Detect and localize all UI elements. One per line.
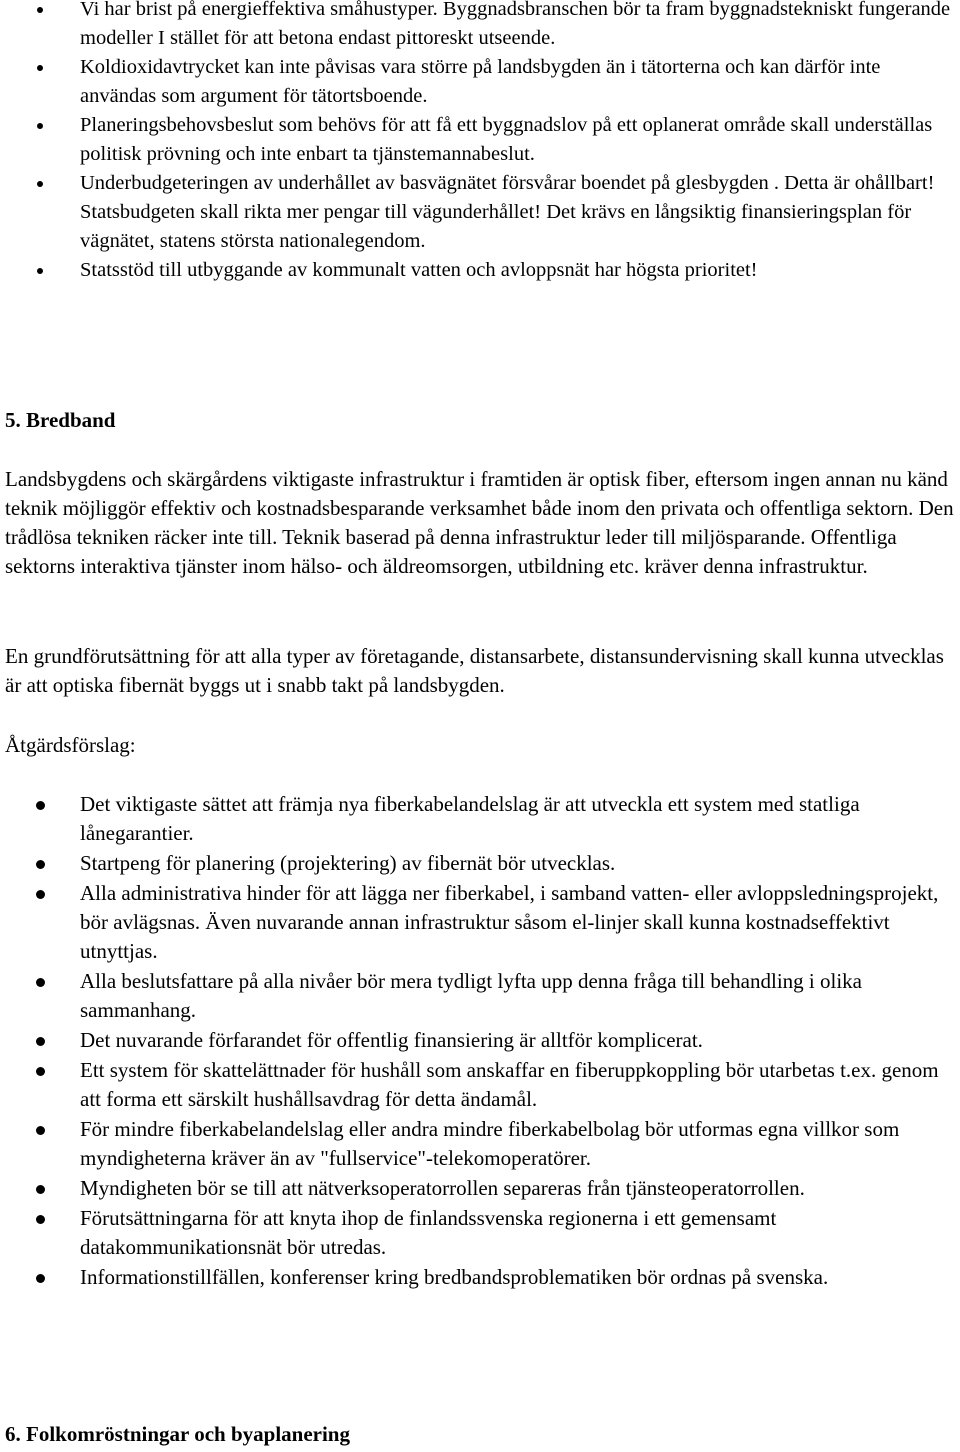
list-item (0, 1115, 960, 1173)
list-item-text: Underbudgeteringen av underhållet av basvägnätet försvårar boendet på glesbygden . Detta är ohållbart! Statsbudgeten skall rikta mer pengar till vägunderhållet! Det krävs en långsiktig finansieringsplan för vägnätet, statens största nationalegendom. (80, 172, 935, 252)
list-item-text: Vi har brist på energieffektiva småhustyper. Byggnadsbranschen bör ta fram byggnadstekniskt fungerande modeller I stället för att betona endast pittoreskt utseende. (80, 0, 951, 49)
bullet-icon (36, 890, 45, 899)
action-bullet-list (0, 790, 960, 1293)
list-item-text: För mindre fiberkabelandelslag eller andra mindre fiberkabelbolag bör utformas egna villkor som myndigheterna kräver än av "fullservice"-telekomoperatörer. (80, 1117, 900, 1170)
list-item-text: Startpeng för planering (projektering) av fibernät bör utvecklas. (80, 851, 616, 875)
bullet-icon (36, 1067, 45, 1076)
list-item-text: Alla beslutsfattare på alla nivåer bör mera tydligt lyfta upp denna fråga till behandling i olika sammanhang. (80, 969, 862, 1022)
bullet-icon (36, 801, 45, 810)
list-item-text: Ett system för skattelättnader för hushåll som anskaffar en fiberuppkoppling bör utarbetas t.ex. genom att forma ett särskilt hushållsavdrag för detta ändamål. (80, 1058, 939, 1111)
bullet-icon (36, 1274, 45, 1283)
list-item-text: Koldioxidavtrycket kan inte påvisas vara större på landsbygden än i tätorterna och kan därför inte användas som argument för tätortsboende. (80, 56, 881, 107)
bullet-icon (36, 1185, 45, 1194)
list-item-text: Planeringsbehovsbeslut som behövs för att få ett byggnadslov på ett oplanerat område skall underställas politisk prövning och inte enbart ta tjänstemannabeslut. (80, 114, 933, 165)
list-item (0, 1204, 960, 1262)
bullet-icon (37, 65, 43, 71)
bullet-icon (36, 860, 45, 869)
list-item (0, 1263, 960, 1292)
bullet-icon (36, 1126, 45, 1135)
list-item (0, 790, 960, 848)
list-item-text: Alla administrativa hinder för att lägga ner fiberkabel, i samband vatten- eller avloppsledningsprojekt, bör avlägsnas. Även nuvarande annan infrastruktur såsom el-linjer skall kunna kostnadseffektivt utnyttjas. (80, 881, 939, 963)
section-heading: 6. Folkomröstningar och byaplanering (5, 1422, 350, 1446)
list-item-text: Det viktigaste sättet att främja nya fiberkabelandelslag är att utveckla ett system med statliga lånegarantier. (80, 792, 860, 845)
list-item (0, 169, 960, 256)
bullet-icon (37, 181, 43, 187)
paragraph: Landsbygdens och skärgårdens viktigaste infrastruktur i framtiden är optisk fiber, eftersom ingen annan nu känd teknik möjliggör effektiv och kostnadsbesparande verksamhet både inom den privata och offentliga sektorn. Den trådlösa tekniken räcker inte till. Teknik baserad på denna infrastruktur leder till miljösparande. Offentliga sektorns interaktiva tjänster inom hälso- och äldreomsorgen, utbildning etc. kräver denna infrastruktur. (5, 467, 954, 578)
actions-label: Åtgärdsförslag: (5, 733, 136, 757)
list-item (0, 849, 960, 878)
paragraph: En grundförutsättning för att alla typer av företagande, distansarbete, distansundervisning skall kunna utvecklas är att optiska fibernät byggs ut i snabb takt på landsbygden. (5, 644, 944, 697)
list-item-text: Förutsättningarna för att knyta ihop de finlandssvenska regionerna i ett gemensamt datakommunikationsnät bör utredas. (80, 1206, 777, 1259)
bullet-icon (36, 978, 45, 987)
bullet-icon (37, 7, 43, 13)
bullet-icon (36, 1215, 45, 1224)
list-item-text: Informationstillfällen, konferenser kring bredbandsproblematiken bör ordnas på svenska. (80, 1265, 829, 1289)
list-item (0, 1174, 960, 1203)
top-bullet-list (0, 0, 960, 285)
bullet-icon (36, 1037, 45, 1046)
list-item-text: Myndigheten bör se till att nätverksoperatorrollen separeras från tjänsteoperatorrollen. (80, 1176, 805, 1200)
list-item-text: Det nuvarande förfarandet för offentlig finansiering är alltför komplicerat. (80, 1028, 703, 1052)
list-item (0, 256, 960, 285)
list-item (0, 967, 960, 1025)
bullet-icon (37, 268, 43, 274)
bullet-icon (37, 123, 43, 129)
list-item (0, 879, 960, 966)
list-item (0, 1056, 960, 1114)
list-item (0, 0, 960, 53)
list-item (0, 1026, 960, 1055)
list-item (0, 111, 960, 169)
list-item-text: Statsstöd till utbyggande av kommunalt vatten och avloppsnät har högsta prioritet! (80, 259, 758, 281)
list-item (0, 53, 960, 111)
section-heading: 5. Bredband (5, 408, 116, 432)
